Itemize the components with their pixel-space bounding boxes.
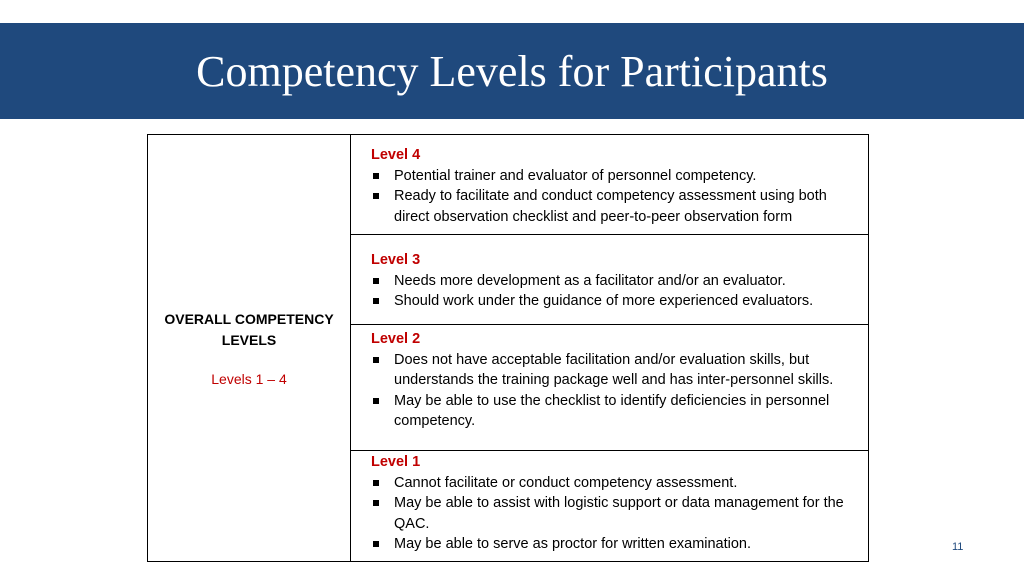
bullet-item: Does not have acceptable facilitation and/or evaluation skills, but understands the training package well and has inter-personnel skills. (371, 350, 860, 391)
table-row-level-4 (148, 135, 869, 235)
level-1-title: Level 1 (371, 454, 421, 470)
title-bar (0, 23, 1024, 119)
level-2-title: Level 2 (371, 331, 421, 347)
bullet-item: Cannot facilitate or conduct competency assessment. (371, 473, 860, 494)
overall-heading-line1: OVERALL COMPETENCY (164, 310, 334, 327)
level-4-title: Level 4 (371, 147, 421, 163)
overall-heading-line2: LEVELS (221, 331, 277, 348)
bullet-item: May be able to serve as proctor for written examination. (371, 534, 860, 555)
level-3-title: Level 3 (371, 252, 421, 268)
level-2-bullets (371, 350, 860, 432)
competency-table (147, 134, 869, 562)
overall-heading (148, 309, 350, 351)
levels-range: Levels 1 – 4 (211, 370, 287, 387)
bullet-item: May be able to use the checklist to identify deficiencies in personnel competency. (371, 391, 860, 432)
level-1-cell (351, 451, 869, 562)
bullet-item: May be able to assist with logistic support or data management for the QAC. (371, 493, 860, 534)
bullet-item: Needs more development as a facilitator and/or an evaluator. (371, 271, 860, 292)
level-4-bullets (371, 166, 860, 228)
bullet-item: Should work under the guidance of more experienced evaluators. (371, 291, 860, 312)
level-3-bullets (371, 271, 860, 312)
level-4-cell (351, 135, 869, 235)
page-number: 11 (952, 541, 964, 553)
level-2-cell (351, 325, 869, 451)
bullet-item: Potential trainer and evaluator of personnel competency. (371, 166, 860, 187)
bullet-item: Ready to facilitate and conduct competency assessment using both direct observation checklist and peer-to-peer observation form (371, 186, 860, 227)
slide-title: Competency Levels for Participants (196, 46, 828, 96)
level-1-bullets (371, 473, 860, 555)
level-3-cell (351, 235, 869, 325)
overall-competency-cell (148, 135, 351, 562)
